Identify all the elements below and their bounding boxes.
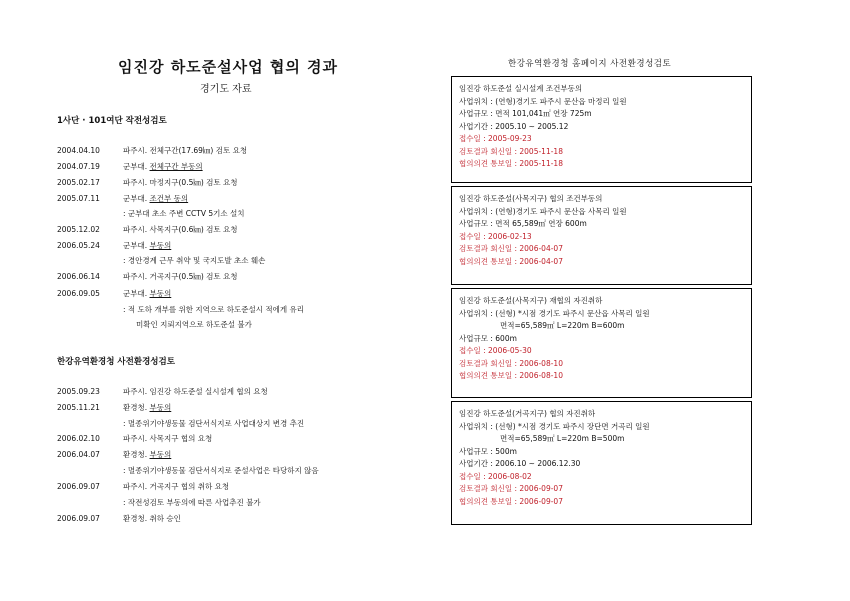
entry-org: 파주시.: [123, 387, 148, 396]
entry-date: 2004.04.10: [57, 146, 100, 155]
review-date: 협의의견 통보일 : 2006-09-07: [459, 496, 563, 506]
entry-text: 마정지구(0.5㎞) 검토 요청: [149, 178, 238, 187]
review-date: 검토결과 회신일 : 2006-08-10: [459, 358, 563, 368]
entry-text: 사목지구 협의 요청: [149, 434, 213, 443]
review-detail: 사업규모 : 500m: [459, 446, 517, 456]
entry-org: 파주시.: [123, 225, 148, 234]
review-detail: 사업위치 : (연형)경기도 파주시 문산읍 사목리 일원: [459, 206, 627, 216]
review-title: 임진강 하도준설(사목지구) 재협의 자진취하: [459, 296, 603, 305]
review-detail: 사업위치 : (선형) *시점 경기도 파주시 장단면 거곡리 일원: [459, 421, 650, 431]
review-detail: 사업기간 : 2005.10 ~ 2005.12: [459, 121, 569, 131]
review-detail: 사업규모 : 면적 65,589㎡ 연장 600m: [459, 219, 587, 228]
entry-date: 2005.12.02: [57, 225, 100, 234]
timeline-entry: [57, 162, 203, 172]
entry-text: 취하 승인: [149, 514, 181, 523]
review-date: 접수일 : 2006-08-02: [459, 471, 532, 481]
entry-text: 전체구간(17.69㎞) 검토 요청: [149, 146, 248, 155]
entry-decision: 부동의: [149, 289, 172, 298]
right-column-header: 한강유역환경청 홈페이지 사전환경성검토: [508, 59, 672, 69]
entry-date: 2006.02.10: [57, 434, 100, 443]
timeline-entry: [57, 514, 181, 524]
entry-date: 2005.07.11: [57, 194, 100, 203]
entry-date: 2006.04.07: [57, 450, 100, 459]
entry-detail: : 경안경계 근무 취약 및 국지도발 초소 훼손: [123, 256, 266, 265]
review-title: 임진강 하도준설(거곡지구) 협의 자진취하: [459, 409, 596, 418]
review-detail: 사업기간 : 2006.10 ~ 2006.12.30: [459, 459, 581, 468]
review-detail: 면적=65,589㎡ L=220m B=500m: [500, 434, 625, 443]
entry-date: 2004.07.19: [57, 162, 100, 171]
timeline-entry: [57, 434, 212, 444]
entry-detail: : 멸종위기야생동물 검단서식지로 사업대상지 변경 추진: [123, 419, 305, 428]
entry-org: 군부대.: [123, 241, 148, 250]
entry-text: 거곡지구(0.5㎞) 검토 요청: [149, 272, 238, 281]
entry-decision: 부동의: [149, 241, 172, 250]
review-detail: 사업규모 : 600m: [459, 333, 517, 343]
review-box-1: [451, 76, 752, 183]
review-detail: 사업규모 : 면적 101,041㎡ 연장 725m: [459, 109, 592, 118]
timeline-entry: [57, 241, 171, 251]
entry-date: 2006.05.24: [57, 241, 100, 250]
review-box-3: [451, 288, 752, 398]
entry-decision: 부동의: [149, 450, 172, 459]
review-date: 협의의견 통보일 : 2005-11-18: [459, 159, 563, 168]
timeline-entry: [57, 482, 229, 492]
section-heading-military: 1사단 · 101여단 작전성검토: [57, 116, 167, 126]
page-subtitle: 경기도 자료: [200, 84, 252, 95]
entry-date: 2005.02.17: [57, 178, 100, 187]
entry-date: 2006.09.07: [57, 482, 100, 491]
timeline-entry: [57, 387, 268, 397]
timeline-entry: [57, 225, 238, 235]
section-heading-environment: 한강유역환경청 사전환경성검토: [57, 357, 175, 367]
review-date: 검토결과 회신일 : 2005-11-18: [459, 146, 563, 156]
review-detail: 면적=65,589㎡ L=220m B=600m: [500, 321, 625, 330]
timeline-entry: [57, 178, 238, 188]
review-detail: 사업위치 : (선형) *시점 경기도 파주시 문산읍 사목리 일원: [459, 308, 650, 318]
entry-detail: : 멸종위기야생동물 검단서식지로 준설사업은 타당하지 않음: [123, 466, 319, 475]
review-date: 검토결과 회신일 : 2006-04-07: [459, 244, 563, 253]
entry-text: 거곡지구 협의 취하 요청: [149, 482, 230, 491]
entry-detail: : 적 도하 개부를 위한 지역으로 하도준설시 적에게 유리: [123, 305, 304, 314]
entry-decision: 전체구간 부동의: [149, 162, 203, 171]
entry-org: 환경청.: [123, 514, 148, 523]
review-date: 접수일 : 2005-09-23: [459, 134, 532, 143]
entry-decision: 조건부 동의: [149, 194, 189, 203]
entry-text: 사목지구(0.6㎞) 검토 요청: [149, 225, 238, 234]
entry-text: 임진강 하도준설 실시설계 협의 요청: [149, 387, 268, 396]
timeline-entry: [57, 403, 171, 413]
entry-date: 2006.09.07: [57, 514, 100, 523]
entry-org: 군부대.: [123, 289, 148, 298]
entry-org: 파주시.: [123, 178, 148, 187]
review-title: 임진강 하도준설(사목지구) 협의 조건부동의: [459, 194, 603, 203]
review-date: 접수일 : 2006-05-30: [459, 346, 532, 355]
entry-detail: : 군부대 초소 주변 CCTV 5기소 설치: [123, 209, 245, 218]
entry-org: 파주시.: [123, 146, 148, 155]
timeline-entry: [57, 272, 238, 282]
entry-decision: 부동의: [149, 403, 172, 412]
entry-date: 2005.09.23: [57, 387, 100, 396]
review-title: 임진강 하도준설 실시설계 조건부동의: [459, 84, 583, 93]
entry-org: 환경청.: [123, 450, 148, 459]
entry-date: 2006.09.05: [57, 289, 100, 298]
entry-org: 군부대.: [123, 162, 148, 171]
review-detail: 사업위치 : (연형)경기도 파주시 문산읍 마정리 일원: [459, 96, 627, 106]
entry-detail: : 작전성검토 부동의에 따른 사업추진 불가: [123, 498, 261, 507]
review-date: 협의의견 통보일 : 2006-08-10: [459, 371, 563, 380]
entry-org: 파주시.: [123, 272, 148, 281]
page-title: 임진강 하도준설사업 협의 경과: [118, 58, 339, 76]
entry-date: 2005.11.21: [57, 403, 100, 412]
timeline-entry: [57, 450, 171, 460]
entry-org: 파주시.: [123, 482, 148, 491]
review-date: 접수일 : 2006-02-13: [459, 231, 532, 241]
entry-date: 2006.06.14: [57, 272, 100, 281]
timeline-entry: [57, 289, 171, 299]
timeline-entry: [57, 194, 188, 204]
review-date: 협의의견 통보일 : 2006-04-07: [459, 256, 563, 266]
review-box-2: [451, 186, 752, 285]
entry-org: 환경청.: [123, 403, 148, 412]
timeline-entry: [57, 146, 247, 156]
entry-org: 파주시.: [123, 434, 148, 443]
entry-detail: 미확인 지뢰지역으로 하도준설 불가: [136, 320, 252, 329]
entry-org: 군부대.: [123, 194, 148, 203]
review-box-4: [451, 401, 752, 525]
review-date: 검토결과 회신일 : 2006-09-07: [459, 484, 563, 493]
